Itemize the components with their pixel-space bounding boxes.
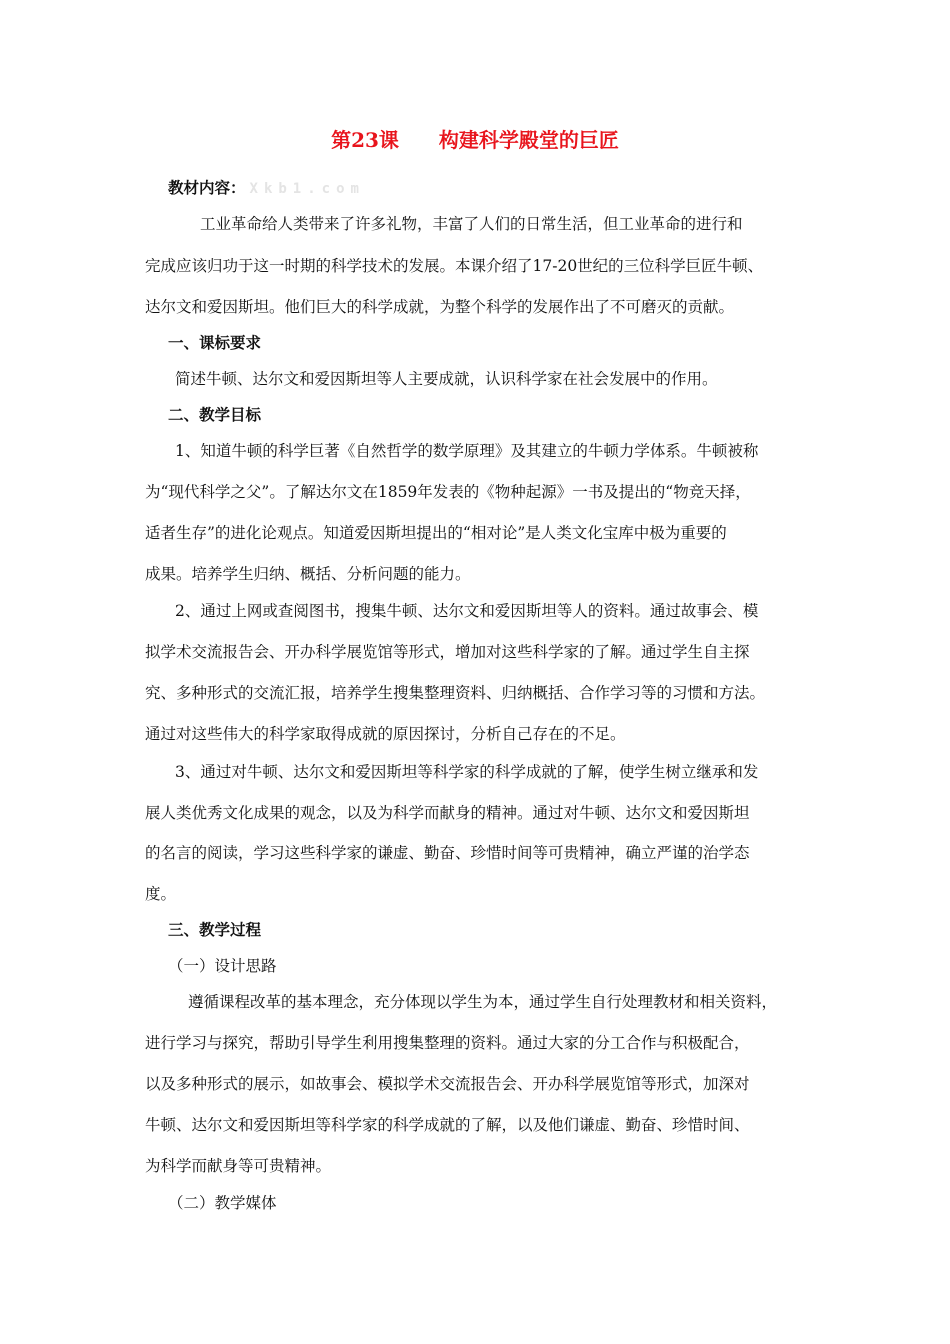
goal1-line-3: 适者生存”的进化论观点。知道爱因斯坦提出的“相对论”是人类文化宝库中极为重要的 bbox=[145, 524, 727, 542]
design-line-4: 牛顿、达尔文和爱因斯坦等科学家的科学成就的了解，以及他们谦虚、勤奋、珍惜时间、 bbox=[145, 1116, 750, 1134]
intro-line-3: 达尔文和爱因斯坦。他们巨大的科学成就，为整个科学的发展作出了不可磨灭的贡献。 bbox=[145, 298, 735, 316]
goal3-line-2: 展人类优秀文化成果的观念，以及为科学而献身的精神。通过对牛顿、达尔文和爱因斯坦 bbox=[145, 804, 750, 822]
goal3-line-4: 度。 bbox=[145, 885, 177, 903]
goal1-line-2: 为“现代科学之父”。了解达尔文在1859年发表的《物种起源》一书及提出的“物竞天择， bbox=[145, 483, 751, 501]
intro-line-2: 完成应该归功于这一时期的科学技术的发展。本课介绍了17-20世纪的三位科学巨匠牛顿、 bbox=[145, 257, 764, 275]
content-label: 教材内容： bbox=[168, 178, 246, 197]
content-label-line bbox=[168, 178, 365, 199]
watermark-text: Xkb1.com bbox=[249, 181, 365, 197]
subsection1-heading: （一）设计思路 bbox=[168, 957, 277, 975]
design-line-2: 进行学习与探究，帮助引导学生利用搜集整理的资料。通过大家的分工合作与积极配合， bbox=[145, 1034, 750, 1052]
goal1-line-1: 1、知道牛顿的科学巨著《自然哲学的数学原理》及其建立的牛顿力学体系。牛顿被称 bbox=[175, 442, 759, 460]
goal1-line-4: 成果。培养学生归纳、概括、分析问题的能力。 bbox=[145, 565, 471, 583]
design-line-5: 为科学而献身等可贵精神。 bbox=[145, 1157, 332, 1175]
page-title: 第23课 构建科学殿堂的巨匠 bbox=[331, 128, 619, 152]
design-line-3: 以及多种形式的展示，如故事会、模拟学术交流报告会、开办科学展览馆等形式，加深对 bbox=[145, 1075, 750, 1093]
goal3-line-1: 3、通过对牛顿、达尔文和爱因斯坦等科学家的科学成就的了解，使学生树立继承和发 bbox=[175, 763, 759, 781]
goal3-line-3: 的名言的阅读，学习这些科学家的谦虚、勤奋、珍惜时间等可贵精神，确立严谨的治学态 bbox=[145, 844, 750, 862]
goal2-line-3: 究、多种形式的交流汇报，培养学生搜集整理资料、归纳概括、合作学习等的习惯和方法。 bbox=[145, 684, 766, 702]
section1-text: 简述牛顿、达尔文和爱因斯坦等人主要成就，认识科学家在社会发展中的作用。 bbox=[175, 370, 718, 388]
section1-heading: 一、课标要求 bbox=[168, 333, 262, 352]
section2-heading: 二、教学目标 bbox=[168, 405, 262, 424]
goal2-line-2: 拟学术交流报告会、开办科学展览馆等形式，增加对这些科学家的了解。通过学生自主探 bbox=[145, 643, 750, 661]
subsection2-heading: （二）教学媒体 bbox=[168, 1194, 277, 1212]
goal2-line-4: 通过对这些伟大的科学家取得成就的原因探讨，分析自己存在的不足。 bbox=[145, 725, 626, 743]
section3-heading: 三、教学过程 bbox=[168, 920, 262, 939]
design-line-1: 遵循课程改革的基本理念，充分体现以学生为本，通过学生自行处理教材和相关资料， bbox=[188, 993, 778, 1011]
goal2-line-1: 2、通过上网或查阅图书，搜集牛顿、达尔文和爱因斯坦等人的资料。通过故事会、模 bbox=[175, 602, 759, 620]
intro-line-1: 工业革命给人类带来了许多礼物，丰富了人们的日常生活，但工业革命的进行和 bbox=[200, 215, 743, 233]
